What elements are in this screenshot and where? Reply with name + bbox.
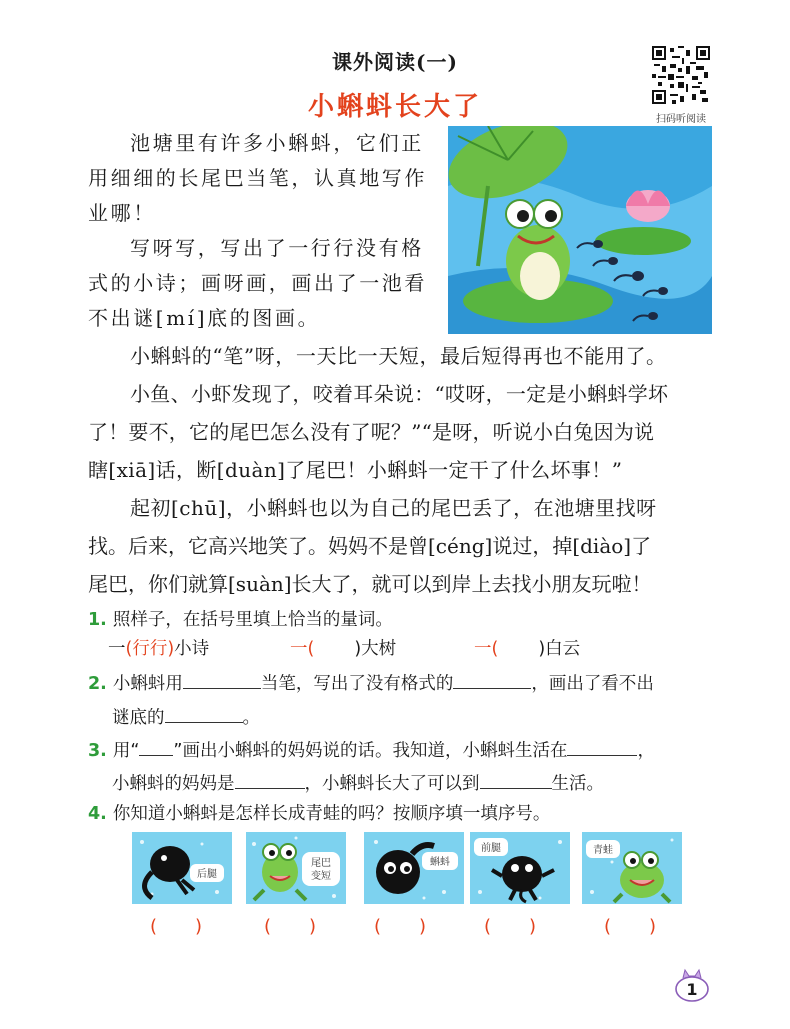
question-text: 你知道小蝌蚪是怎样长成青蛙的吗？按顺序填一填序号。 (112, 804, 551, 824)
svg-text:尾巴: 尾巴 (311, 858, 331, 869)
story-line: 池塘里有许多小蝌蚪，它们正 (130, 131, 424, 155)
stage-picture-tadpole (364, 832, 464, 904)
story-title: 小蝌蚪长大了 (307, 92, 482, 122)
story-line: 写呀写，写出了一行行没有格 (130, 236, 424, 260)
question-3-line-2 (112, 770, 604, 796)
question-number: 1. (88, 610, 107, 630)
question-2-line-2 (112, 704, 260, 730)
q1-item-tree (290, 637, 396, 661)
stage-label: 蝌蚪 (430, 857, 450, 868)
question-number: 3. (88, 741, 107, 761)
q1-item-tree-open[interactable]: 一( (290, 639, 315, 659)
q3-text: ，小蝌蚪长大了可以到 (304, 774, 480, 794)
stage-picture-hind-legs (132, 832, 232, 904)
q2-blank-3[interactable] (165, 704, 243, 723)
q3-text: 生活。 (551, 774, 604, 794)
q3-text: 用“ (112, 741, 140, 761)
q2-text: 。 (242, 708, 260, 728)
q1-item-cloud (474, 637, 580, 661)
q3-line-sample (139, 737, 173, 756)
q2-blank-2[interactable] (453, 670, 531, 689)
answer-blank-2[interactable]: () (264, 916, 355, 937)
stage-picture-front-legs (470, 832, 570, 904)
svg-text:变短: 变短 (311, 871, 331, 882)
qr-label: 扫码听阅读 (656, 114, 706, 125)
q2-blank-1[interactable] (183, 670, 261, 689)
stage-label: 后腿 (197, 869, 217, 880)
stage-label: 青蛙 (593, 845, 613, 856)
q2-text: 当笔，写出了没有格式的 (260, 674, 454, 694)
story-line: 用细细的长尾巴当笔，认真地写作 (88, 166, 427, 190)
qr-code[interactable] (652, 46, 710, 104)
q2-text: 小蝌蚪用 (112, 674, 183, 694)
question-3 (88, 737, 655, 763)
q3-blank-2[interactable] (235, 770, 305, 789)
stage-label: 前腿 (481, 843, 501, 854)
q2-text: ，画出了看不出 (531, 674, 654, 694)
answer-blank-4[interactable]: () (484, 916, 575, 937)
question-number: 4. (88, 804, 107, 824)
question-2 (88, 670, 654, 696)
answer-blank-1[interactable]: () (150, 916, 241, 937)
story-line: 不出谜[mí]底的图画。 (88, 306, 321, 330)
q1-example-answer: (行行) (125, 639, 175, 659)
question-text: 照样子，在括号里填上恰当的量词。 (112, 610, 393, 630)
story-line: 业哪！ (88, 201, 156, 225)
q2-text: 谜底的 (112, 708, 165, 728)
q1-item-cloud-label: )白云 (538, 639, 581, 659)
answer-blank-3[interactable]: () (374, 916, 465, 937)
q3-blank-1[interactable] (567, 737, 637, 756)
stage-picture-tail-shorten (246, 832, 346, 904)
q3-text: 小蝌蚪的妈妈是 (112, 774, 235, 794)
q1-example (108, 637, 209, 661)
q1-example-suffix: 小诗 (174, 639, 210, 659)
question-1 (88, 608, 393, 632)
page-title: 课外阅读(一) (332, 50, 458, 74)
q1-item-tree-label: )大树 (354, 639, 397, 659)
q3-text: ”画出小蝌蚪的妈妈说的话。我知道，小蝌蚪生活在 (173, 741, 568, 761)
question-number: 2. (88, 674, 107, 694)
answer-blank-5[interactable]: () (604, 916, 695, 937)
page-number: 1 (686, 980, 698, 999)
story-line: 小鱼、小虾发现了，咬着耳朵说：“哎呀，一定是小蝌蚪学坏 (130, 382, 669, 406)
q3-text: ， (637, 741, 655, 761)
question-4 (88, 802, 550, 826)
story-line: 尾巴，你们就算[suàn]长大了，就可以到岸上去找小朋友玩啦！ (88, 572, 652, 596)
story-line: 起初[chū]，小蝌蚪也以为自己的尾巴丢了，在池塘里找呀 (130, 496, 657, 520)
q1-item-cloud-open[interactable]: 一( (474, 639, 499, 659)
story-line: 瞎[xiā]话，断[duàn]了尾巴！小蝌蚪一定干了什么坏事！” (88, 458, 623, 482)
q1-example-prefix: 一 (108, 639, 126, 659)
story-line: 找。后来，它高兴地笑了。妈妈不是曾[céng]说过，掉[diào]了 (88, 534, 652, 558)
story-line: 式的小诗；画呀画，画出了一池看 (88, 271, 427, 295)
stage-picture-frog (582, 832, 682, 904)
story-line: 小蝌蚪的“笔”呀，一天比一天短，最后短得再也不能用了。 (130, 344, 667, 368)
story-line: 了！要不，它的尾巴怎么没有了呢？”“是呀，听说小白兔因为说 (88, 420, 655, 444)
q3-blank-3[interactable] (480, 770, 552, 789)
frog-pond-illustration (448, 126, 712, 334)
page-number-badge (673, 968, 711, 1002)
